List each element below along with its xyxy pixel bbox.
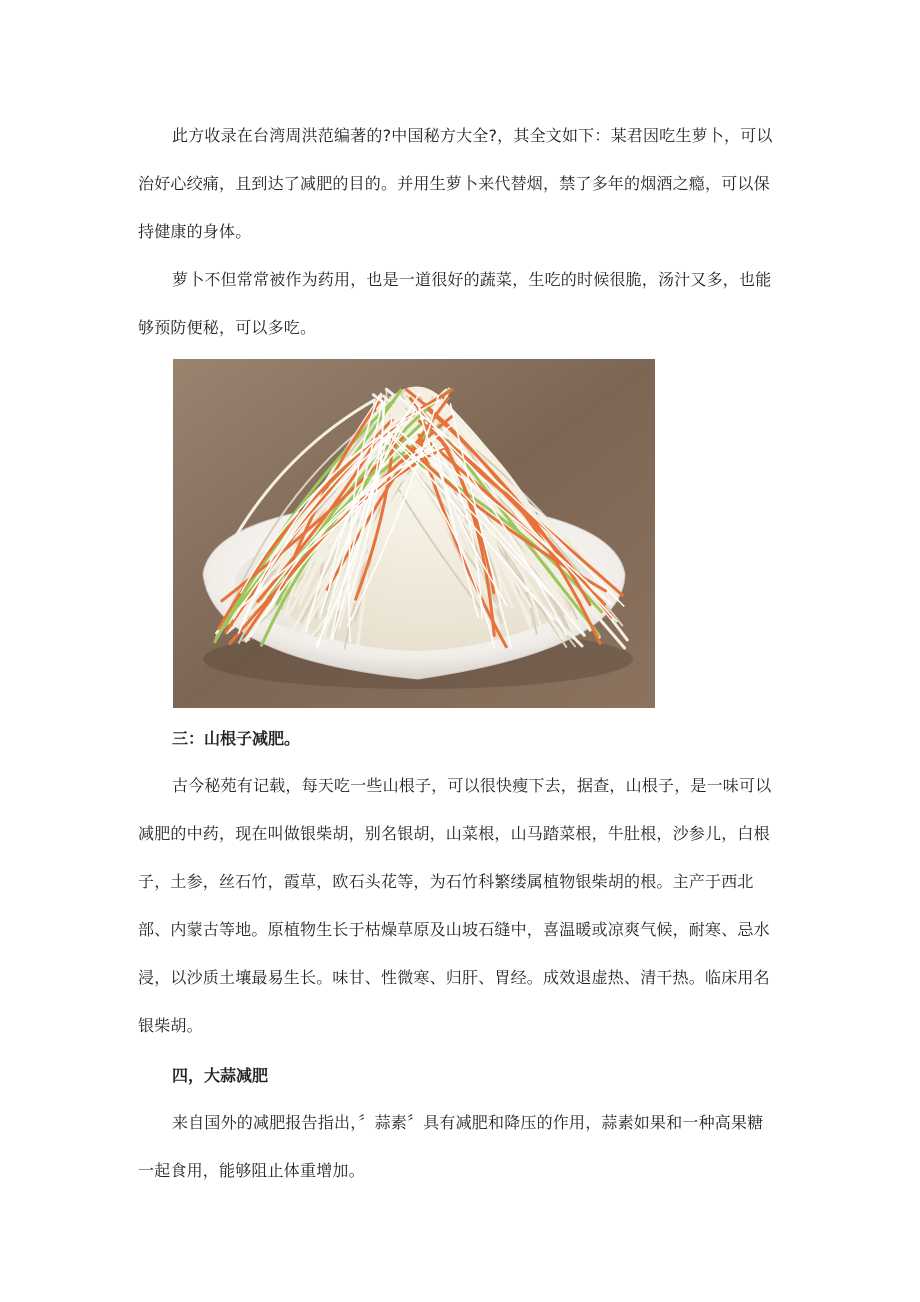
paragraph-garlic: 来自国外的减肥报告指出，〞蒜素〞具有减肥和降压的作用，蒜素如果和一种高果糖一起食用，能够阻止体重增加。	[138, 1113, 764, 1180]
radish-salad-photo	[173, 359, 655, 708]
heading-shangenzi: 三：山根子减肥。	[172, 729, 301, 748]
radish-salad-illustration	[173, 359, 655, 708]
paragraph-radish-vegetable: 萝卜不但常常被作为药用，也是一道很好的蔬菜，生吃的时候很脆，汤汁又多，也能够预防便秘，可以多吃。	[138, 270, 772, 337]
heading-garlic: 四，大蒜减肥	[172, 1066, 269, 1085]
paragraph-shangenzi: 古今秘苑有记载，每天吃一些山根子，可以很快瘦下去，据查，山根子，是一味可以减肥的中药，现在叫做银柴胡，别名银胡，山菜根，山马踏菜根，牛肚根，沙参儿，白根子，土参，丝石竹，霞草，欧石头花等，为石竹科繁缕属植物银柴胡的根。主产于西北部、内蒙古等地。原植物生长于枯燥草原及山坡石缝中，喜温暖或凉爽气候，耐寒、忌水浸，以沙质土壤最易生长。味甘、性微寒、归肝、胃经。成效退虚热、清干热。临床用名银柴胡。	[138, 776, 772, 1035]
paragraph-radish-prescription: 此方收录在台湾周洪范编著的?中国秘方大全?，其全文如下：某君因吃生萝卜，可以治好心绞痛，且到达了减肥的目的。并用生萝卜来代替烟，禁了多年的烟酒之瘾，可以保持健康的身体。	[138, 126, 773, 241]
